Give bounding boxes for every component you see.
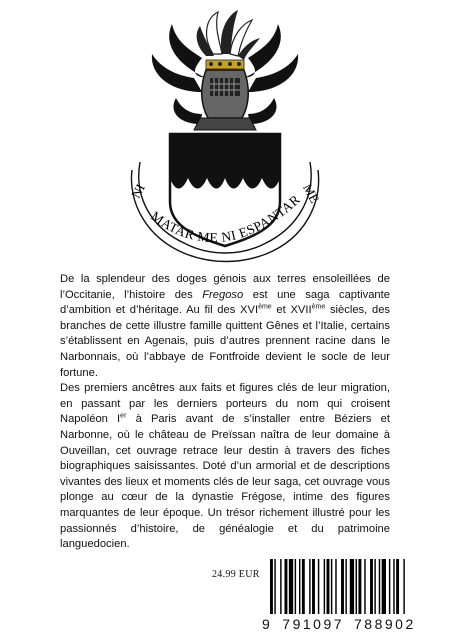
isbn-digits xyxy=(262,615,440,633)
isbn-first-digit: 9 xyxy=(262,616,273,632)
barcode-bar xyxy=(270,559,273,614)
barcode-bar xyxy=(289,559,293,614)
barcode-bar xyxy=(318,559,319,614)
motto-right: ME xyxy=(300,181,323,206)
barcode-bar xyxy=(299,559,300,614)
price-label: 24.99 EUR xyxy=(212,569,260,580)
blurb-text: à Paris avant de s’installer entre Béziers et Narbonne, où le château de Preïssan naîtra de leur domaine à Ouveillan, cet ouvrage retrace leur destin à travers des fiches biographiques saisissantes. Doté d’un armorial et de descriptions vivantes des lieux et moments clés de leur saga, cet ouvrage vous plonge au cœur de la dynastie Frégose, intime des figures marquantes de leur époque. Un trésor richement illustré pour les passionnés d’histoire, de généalogie et du patrimoine languedocien. xyxy=(60,413,390,551)
barcode-bar xyxy=(389,559,390,614)
barcode-bar xyxy=(327,559,330,614)
coat-of-arms xyxy=(110,6,340,266)
barcode-bar xyxy=(324,559,325,614)
barcode-bar xyxy=(331,559,332,614)
superscript: ème xyxy=(258,303,272,311)
barcode-bar xyxy=(341,559,344,614)
helmet-icon xyxy=(194,70,256,130)
barcode-bar xyxy=(382,559,386,614)
blurb-text: et XVII xyxy=(271,304,312,317)
family-name: Fregoso xyxy=(202,288,244,301)
barcode-bar xyxy=(350,559,354,614)
plumes-icon xyxy=(197,10,260,60)
barcode-bar xyxy=(374,559,375,614)
barcode-bar xyxy=(312,559,315,614)
barcode-bar xyxy=(396,559,399,614)
blurb-text: De la splendeur des doges génois aux terres ensoleillées de l’Occitanie, l’histoire des xyxy=(60,273,390,301)
crown-icon xyxy=(206,60,244,69)
barcode-bar xyxy=(302,559,305,614)
blurb-text: Des premiers ancêtres aux faits et figures clés de leur migration, en passant par les derniers porteurs du nom qui croisent Napoléon I xyxy=(60,382,390,426)
barcode-bar xyxy=(358,559,361,614)
barcode-bar xyxy=(393,559,394,614)
isbn-group-1: 791097 xyxy=(282,616,345,632)
motto-left: NI xyxy=(128,181,148,201)
barcode-bar xyxy=(285,559,288,614)
barcode-bar xyxy=(364,559,365,614)
barcode-bar xyxy=(403,559,404,614)
back-cover-blurb xyxy=(60,272,390,553)
barcode-bar xyxy=(379,559,380,614)
barcode-bar xyxy=(280,559,281,614)
barcode-bar xyxy=(335,559,336,614)
barcode-bar xyxy=(274,559,275,614)
barcode-bars xyxy=(270,559,438,614)
blurb-text: siècles, des branches de cette illustre famille quittent Gênes et l’Italie, certains s’établissent en Agenais, puis d’autres prennent racine dans le Narbonnais, où l’abbaye de Fontfroide devient le socle de leur fortune. xyxy=(60,304,391,379)
isbn-group-2: 788902 xyxy=(354,616,416,632)
barcode-bar xyxy=(295,559,296,614)
barcode-bar xyxy=(345,559,346,614)
superscript: ème xyxy=(311,303,326,311)
barcode-bar xyxy=(309,559,310,614)
barcode-bar xyxy=(370,559,373,614)
superscript: er xyxy=(120,412,127,420)
barcode-bar xyxy=(356,559,357,614)
blurb-text: est une saga captivante d’ambition et d’héritage. Au fil des XVI xyxy=(60,288,390,317)
isbn-barcode xyxy=(262,557,440,635)
motto-banner: MATAR ME NI ESPANTAR xyxy=(148,191,304,246)
